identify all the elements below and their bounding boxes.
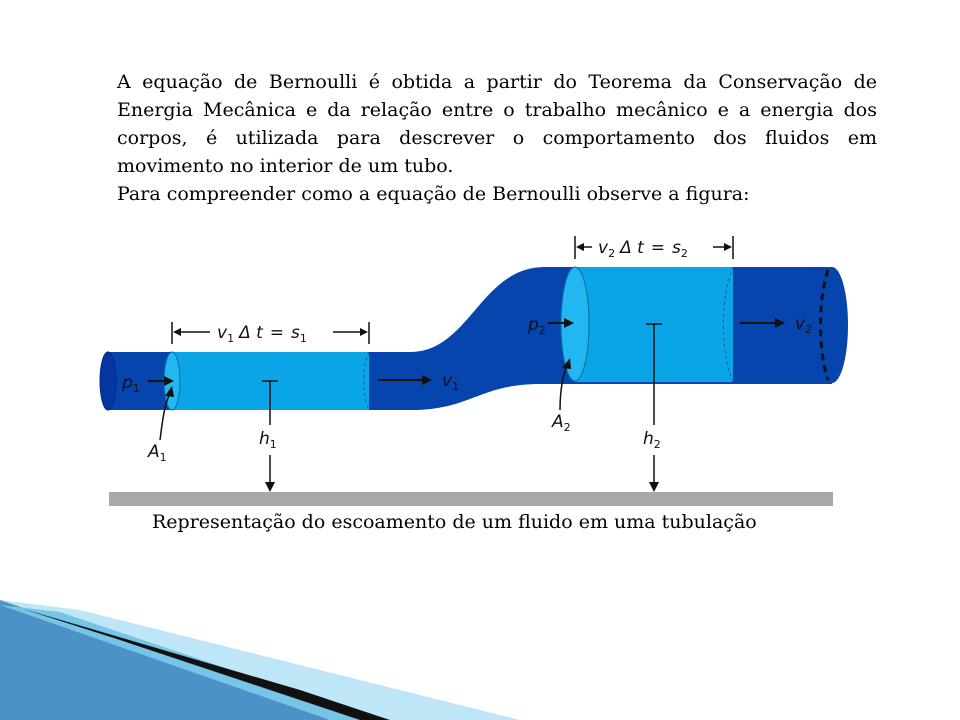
h2-label: $h_2$ [643, 429, 661, 451]
slide-corner-decoration [0, 600, 520, 720]
a1-label: $A_1$ [148, 442, 167, 464]
instruction-paragraph: Para compreender como a equação de Bernoulli observe a figura: [117, 183, 750, 205]
a2-label: $A_2$ [552, 412, 571, 434]
segment-1-length-label: $v_1$ Δ $t = s_1$ [217, 323, 307, 345]
h1-label: $h_1$ [259, 429, 277, 451]
p1-label: $p_1$ [122, 373, 140, 395]
ground-bar [109, 492, 833, 506]
v2-label: $v_2$ [795, 314, 813, 336]
intro-paragraph: A equação de Bernoulli é obtida a partir do Teorema da Conservação de Energia Mecânica e da relação entre o trabalho mecânico e a energia dos corpos, é utilizada para descrever o comportamento dos fluidos em movimento no interior de um tubo. [117, 71, 877, 177]
figure-caption: Representação do escoamento de um fluido em uma tubulação [152, 511, 757, 533]
v1-label: $v_1$ [442, 371, 460, 393]
p2-label: $p_2$ [528, 315, 546, 337]
segment-2-length-label: $v_2$ Δ $t = s_2$ [598, 238, 688, 260]
pipe-inlet-end [100, 352, 116, 410]
pipe-outlet-end [816, 267, 848, 383]
